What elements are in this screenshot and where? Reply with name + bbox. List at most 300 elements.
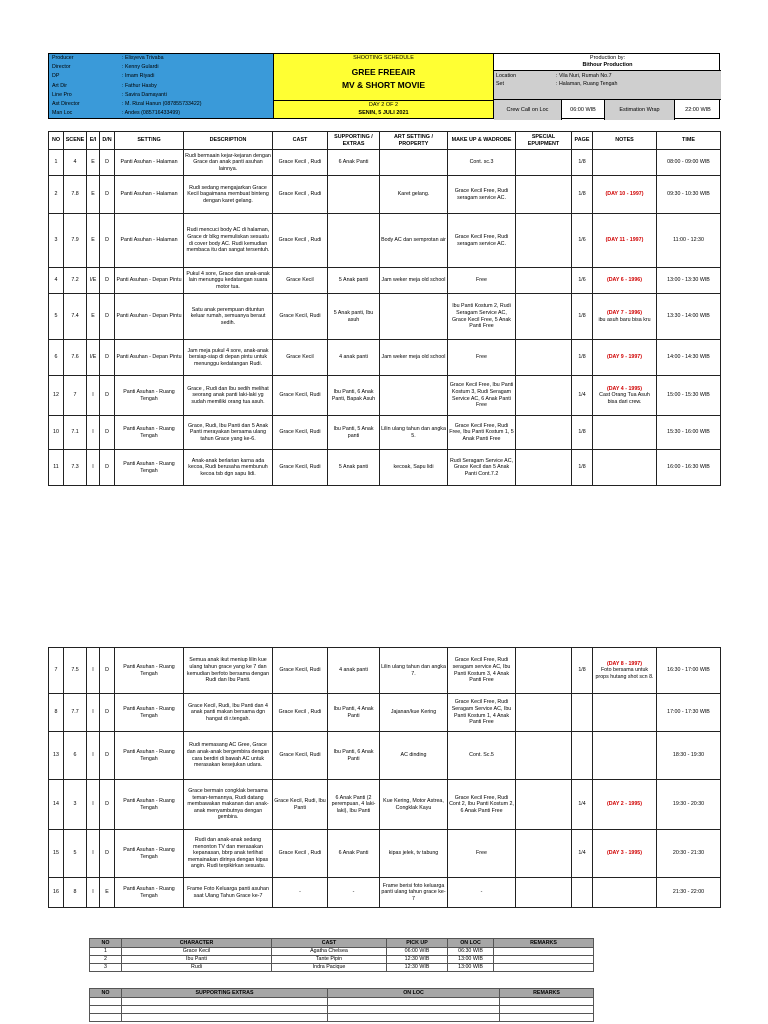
production-by-label: Production by: — [589, 55, 626, 61]
cell-time: 08:00 - 09:00 WIB — [657, 150, 721, 176]
cell-makeup: Grace Kecil Free, Rudi Free, Ibu Panti Kostum 1, 5 Anak Panti Free — [448, 416, 516, 450]
table-cell: Grace Kecil — [122, 948, 272, 956]
cell-scene: 7.2 — [64, 268, 87, 294]
estimation-label: Estimation Wrap — [605, 100, 675, 120]
cell-dn: D — [100, 648, 115, 694]
cell-no: 11 — [49, 450, 64, 486]
cell-time: 16:00 - 16:30 WIB — [657, 450, 721, 486]
table-cell: Rudi — [122, 964, 272, 972]
cell-special — [516, 450, 572, 486]
crew-name: : M. Rizal Hanun (087855733422) — [122, 101, 202, 107]
cell-scene: 7.5 — [64, 648, 87, 694]
cell-dn: D — [100, 376, 115, 416]
crew-name: : Elisyeva Trivaba — [122, 55, 164, 61]
cell-time: 09:30 - 10:30 WIB — [657, 176, 721, 214]
table-cell — [328, 1006, 500, 1014]
cell-supporting: 5 Anak panti — [328, 268, 380, 294]
cell-scene: 7.8 — [64, 176, 87, 214]
cell-no: 8 — [49, 694, 64, 732]
cell-supporting — [328, 214, 380, 268]
cell-ei: I/E — [87, 268, 100, 294]
cell-art: Karet gelang. — [380, 176, 448, 214]
cell-special — [516, 340, 572, 376]
cell-ei: I — [87, 732, 100, 780]
cell-dn: D — [100, 294, 115, 340]
cell-description: Frame Foto Keluarga panti asuhan saat Ulang Tahun Grace ke-7 — [184, 878, 273, 908]
notes-day: (DAY 6 - 1996) — [606, 277, 643, 284]
cell-ei: I — [87, 648, 100, 694]
cell-setting: Panti Asuhan - Depan Pintu — [115, 294, 184, 340]
table-cell — [90, 998, 122, 1006]
schedule-row — [49, 780, 721, 830]
cell-page: 1/8 — [572, 416, 593, 450]
cell-scene: 7.7 — [64, 694, 87, 732]
cell-makeup: Free — [448, 340, 516, 376]
crew-role: Art Dir — [52, 82, 68, 89]
table-cell — [500, 1014, 594, 1022]
schedule-row — [49, 694, 721, 732]
cell-page — [572, 694, 593, 732]
cell-special — [516, 376, 572, 416]
header-on-loc: ON LOC — [448, 939, 494, 948]
crew-role: Man Loc — [52, 110, 73, 117]
cell-time: 13:00 - 13:30 WIB — [657, 268, 721, 294]
table-cell — [494, 956, 594, 964]
cell-notes — [593, 780, 657, 830]
cell-cast: Grace Kecil , Rudi — [273, 830, 328, 878]
table-cell — [494, 964, 594, 972]
cell-cast: Grace Kecil, Rudi — [273, 732, 328, 780]
set-value: : Halaman, Ruang Tengah — [556, 81, 618, 87]
cell-art: Jam weker meja old school — [380, 268, 448, 294]
cell-notes — [593, 450, 657, 486]
schedule-row — [49, 450, 721, 486]
cell-cast: Grace Kecil, Rudi, Ibu Panti — [273, 780, 328, 830]
cell-description: Anak-anak berlarian karna ada kecoa, Rudi berusaha membunuh kecoa tsb dgn sapu lidi. — [184, 450, 273, 486]
crew-role: Director — [52, 64, 71, 71]
cell-page: 1/6 — [572, 214, 593, 268]
cast-header-row — [90, 939, 594, 948]
cell-time: 21:30 - 22:00 — [657, 878, 721, 908]
location-label: Location — [496, 73, 517, 79]
cell-page: 1/8 — [572, 648, 593, 694]
extras-header-row — [90, 989, 594, 998]
crew-name: : Imam Riyadi — [122, 73, 155, 80]
cell-description: Grace , Rudi dan Ibu sedih melihat seorang anak panti laki-laki yg sudah memiliki orang tua asuh. — [184, 376, 273, 416]
schedule-row — [49, 340, 721, 376]
sheet-label: SHOOTING SCHEDULE — [353, 55, 414, 61]
cell-no: 10 — [49, 416, 64, 450]
cell-no: 3 — [49, 214, 64, 268]
col-special: SPECIAL EPUIPMENT — [516, 132, 572, 150]
schedule-table-1 — [48, 131, 721, 486]
table-cell: 13:00 WIB — [448, 964, 494, 972]
cell-no: 7 — [49, 648, 64, 694]
cell-special — [516, 294, 572, 340]
cell-setting: Panti Asuhan - Ruang Tengah — [115, 376, 184, 416]
cell-cast: Grace Kecil — [273, 268, 328, 294]
cell-page — [572, 878, 593, 908]
cell-cast: Grace Kecil, Rudi — [273, 416, 328, 450]
table-row — [90, 1006, 594, 1014]
cell-ei: I — [87, 376, 100, 416]
cell-art: Jajanan/kue Kering — [380, 694, 448, 732]
cell-ei: I — [87, 694, 100, 732]
table-cell: 3 — [90, 964, 122, 972]
cell-special — [516, 780, 572, 830]
crew-call-label: Crew Call on Loc — [494, 100, 562, 120]
table-cell — [494, 948, 594, 956]
header-no: NO — [90, 939, 122, 948]
cell-scene: 7.3 — [64, 450, 87, 486]
cell-art: Jam weker meja old school — [380, 340, 448, 376]
cell-setting: Panti Asuhan - Ruang Tengah — [115, 830, 184, 878]
cell-description: Semua anak ikut meniup lilin kue ulang tahun grace yang ke 7 dan kemudian berfoto bersama dengan Rudi dan Ibu Panti. — [184, 648, 273, 694]
cell-cast: Grace Kecil , Rudi — [273, 176, 328, 214]
cell-setting: Panti Asuhan - Ruang Tengah — [115, 878, 184, 908]
cell-dn: D — [100, 780, 115, 830]
schedule-row — [49, 732, 721, 780]
cell-notes — [593, 694, 657, 732]
cell-makeup: Ibu Panti Kostum 2, Rudi Seragam Service AC, Grace Kecil Free, 5 Anak Panti Free — [448, 294, 516, 340]
table-cell: 13:00 WIB — [448, 956, 494, 964]
cell-supporting: Ibu Panti, 6 Anak Panti, Bapak Asuh — [328, 376, 380, 416]
cell-notes — [593, 376, 657, 416]
cell-setting: Panti Asuhan - Ruang Tengah — [115, 694, 184, 732]
cell-no: 1 — [49, 150, 64, 176]
cell-art — [380, 150, 448, 176]
cell-scene: 7 — [64, 376, 87, 416]
cell-ei: I — [87, 878, 100, 908]
cell-page: 1/8 — [572, 450, 593, 486]
cell-art — [380, 376, 448, 416]
date-label: SENIN, 5 JULI 2021 — [358, 110, 409, 116]
cell-setting: Panti Asuhan - Ruang Tengah — [115, 416, 184, 450]
cell-art — [380, 294, 448, 340]
cell-page: 1/8 — [572, 340, 593, 376]
cell-ei: I — [87, 830, 100, 878]
cell-special — [516, 732, 572, 780]
cell-makeup: Grace Kecil Free, Ibu Panti Kostum 3, Rudi Seragam Service AC, 6 Anak Panti Free — [448, 376, 516, 416]
cell-special — [516, 878, 572, 908]
cell-scene: 7.6 — [64, 340, 87, 376]
table-cell — [90, 1006, 122, 1014]
cell-special — [516, 214, 572, 268]
cell-cast: Grace Kecil , Rudi — [273, 694, 328, 732]
header-remarks: REMARKS — [500, 989, 594, 998]
table-cell: Agatha Chelsea — [272, 948, 387, 956]
header-pick-up: PICK UP — [387, 939, 448, 948]
cell-art: Body AC dan semprotan air — [380, 214, 448, 268]
cell-description: Rudi dan anak-anak sedang menonton TV dan merasakan kepanasan, bbrp anak terlihat memainakan dirinya dengan kipas angin. Rudi terpikirkan sesuatu. — [184, 830, 273, 878]
cell-ei: E — [87, 294, 100, 340]
notes-day: (DAY 9 - 1997) — [606, 354, 643, 361]
cell-dn: D — [100, 176, 115, 214]
col-cast: CAST — [273, 132, 328, 150]
cell-supporting — [328, 176, 380, 214]
cell-supporting: 6 Anak Panti (2 perempuan, 4 laki-laki), Ibu Panti — [328, 780, 380, 830]
cell-supporting: Ibu Panti, 5 Anak panti — [328, 416, 380, 450]
crew-role: Producer — [52, 55, 74, 61]
header-on-loc: ON LOC — [328, 989, 500, 998]
notes-day: (DAY 4 - 1995) — [606, 385, 643, 392]
notes-day: (DAY 11 - 1997) — [605, 237, 644, 244]
cell-page: 1/4 — [572, 376, 593, 416]
cell-setting: Panti Asuhan - Depan Pintu — [115, 268, 184, 294]
table-cell: Tante Pipin — [272, 956, 387, 964]
cell-notes — [593, 150, 657, 176]
title-panel — [274, 54, 494, 118]
cell-notes — [593, 732, 657, 780]
col-setting: SETTING — [115, 132, 184, 150]
cell-scene: 5 — [64, 830, 87, 878]
cell-notes — [593, 830, 657, 878]
cell-dn: D — [100, 830, 115, 878]
cell-cast: Grace Kecil , Rudi — [273, 214, 328, 268]
cell-makeup: Rudi Seragam Service AC, Grace Kecil dan 5 Anak Panti Cont.7.2 — [448, 450, 516, 486]
cell-dn: D — [100, 340, 115, 376]
crew-role: Ast Director — [52, 101, 80, 107]
cell-dn: D — [100, 268, 115, 294]
cell-time: 20:30 - 21:30 — [657, 830, 721, 878]
cell-dn: D — [100, 214, 115, 268]
cell-makeup: Free — [448, 830, 516, 878]
col-notes: NOTES — [593, 132, 657, 150]
estimation-value: 22:00 WIB — [685, 107, 711, 113]
cell-description: Rudi mencuci body AC di halaman, Grace dr blkg memuliskan sesuatu di cover body AC. Rudi kemudian membaca itu dan sangat tersentuh. — [184, 214, 273, 268]
cell-dn: D — [100, 450, 115, 486]
table-cell: 06:00 WIB — [387, 948, 448, 956]
crew-call-value: 06:00 WIB — [562, 100, 605, 120]
table-cell: 1 — [90, 948, 122, 956]
cell-time: 17:00 - 17:30 WIB — [657, 694, 721, 732]
table-row — [90, 956, 594, 964]
cell-page: 1/8 — [572, 294, 593, 340]
schedule-header — [48, 53, 720, 119]
table-cell: Ibu Panti — [122, 956, 272, 964]
col-supporting: SUPPORTING / EXTRAS — [328, 132, 380, 150]
cell-time: 18:30 - 19:30 — [657, 732, 721, 780]
table-cell — [328, 1014, 500, 1022]
cell-art: kecoak, Sapu lidi — [380, 450, 448, 486]
col-art: ART SETTING / PROPERTY — [380, 132, 448, 150]
cell-art: Lilin ulang tahun dan angka 5. — [380, 416, 448, 450]
cell-scene: 8 — [64, 878, 87, 908]
cell-makeup: Grace Kecil Free, Rudi Cont 2, Ibu Panti Kostum 2, 6 Anak Panti Free — [448, 780, 516, 830]
cell-description: Grace, Rudi, Ibu Panti dan 5 Anak Panti merayakan bersama ulang tahun Grace yang ke-6. — [184, 416, 273, 450]
cell-scene: 3 — [64, 780, 87, 830]
notes-remark: ibu asuh baru bisa kru — [598, 316, 651, 323]
schedule-row — [49, 830, 721, 878]
cell-notes — [593, 294, 657, 340]
crew-role: Line Pro — [52, 91, 72, 98]
cell-cast: Grace Kecil, Rudi — [273, 294, 328, 340]
cell-page — [572, 732, 593, 780]
cell-makeup: Grace Kecil Free, Rudi Seragam Service AC, Ibu Panti Kostum 1, 4 Anak Panti Free — [448, 694, 516, 732]
cell-special — [516, 694, 572, 732]
table-cell — [90, 1014, 122, 1022]
cell-supporting: 6 Anak Panti — [328, 150, 380, 176]
crew-name: : Fathur Hasby — [122, 82, 157, 89]
cell-setting: Panti Asuhan - Depan Pintu — [115, 340, 184, 376]
cell-ei: I — [87, 780, 100, 830]
cell-supporting: Ibu Panti, 6 Anak Panti — [328, 732, 380, 780]
day-label: DAY 2 OF 2 — [368, 102, 399, 108]
title-line-2: MV & SHORT MOVIE — [341, 80, 426, 90]
cell-time: 16:30 - 17:00 WIB — [657, 648, 721, 694]
schedule-header-row — [49, 132, 721, 150]
cell-time: 19:30 - 20:30 — [657, 780, 721, 830]
table-row — [90, 998, 594, 1006]
cell-cast: Grace Kecil, Rudi — [273, 648, 328, 694]
notes-day: (DAY 2 - 1995) — [606, 801, 643, 808]
cell-makeup: Cont. sc.3 — [448, 150, 516, 176]
notes-day: (DAY 7 - 1996) — [606, 309, 643, 316]
cell-setting: Panti Asuhan - Halaman — [115, 176, 184, 214]
header-remarks: REMARKS — [494, 939, 594, 948]
cell-time: 11:00 - 12:30 — [657, 214, 721, 268]
cell-art: Lilin ulang tahun dan angka 7. — [380, 648, 448, 694]
cell-art: kipas jelek, tv tabung — [380, 830, 448, 878]
cell-setting: Panti Asuhan - Halaman — [115, 150, 184, 176]
cast-table — [89, 938, 594, 972]
location-block — [494, 70, 721, 100]
cell-supporting: - — [328, 878, 380, 908]
header-cast: CAST — [272, 939, 387, 948]
cell-makeup: Grace Kecil Free, Rudi seragam service AC. — [448, 176, 516, 214]
cell-description: Grace Kecil, Rudi, Ibu Panti dan 4 anak panti makan bersama dgn hangat di r.tengah. — [184, 694, 273, 732]
cell-supporting: 4 anak panti — [328, 340, 380, 376]
cell-dn: D — [100, 694, 115, 732]
cell-time: 14:00 - 14:30 WIB — [657, 340, 721, 376]
extras-table — [89, 988, 594, 1022]
cell-cast: Grace Kecil — [273, 340, 328, 376]
cell-description: Rudi sedang mengajarkan Grace Kecil bagaimana membuat binteng dengan karet gelang. — [184, 176, 273, 214]
cell-description: Rudi bermaain kejar-kejaran dengan Grace dan anak panti asuhan lainnya. — [184, 150, 273, 176]
table-cell: 06:30 WIB — [448, 948, 494, 956]
crew-name: : Savira Damayanti — [122, 91, 167, 98]
cell-special — [516, 176, 572, 214]
schedule-row — [49, 416, 721, 450]
production-panel — [494, 54, 721, 118]
cell-no: 16 — [49, 878, 64, 908]
cell-no: 2 — [49, 176, 64, 214]
table-row — [90, 964, 594, 972]
table-row — [90, 1014, 594, 1022]
cell-special — [516, 830, 572, 878]
header-character: CHARACTER — [122, 939, 272, 948]
notes-day: (DAY 8 - 1997) — [606, 660, 643, 667]
cell-setting: Panti Asuhan - Ruang Tengah — [115, 780, 184, 830]
cell-special — [516, 416, 572, 450]
cell-page: 1/6 — [572, 268, 593, 294]
table-cell — [122, 1006, 328, 1014]
cell-notes — [593, 416, 657, 450]
col-scene: SCENE — [64, 132, 87, 150]
cell-setting: Panti Asuhan - Ruang Tengah — [115, 732, 184, 780]
table-cell — [328, 998, 500, 1006]
schedule-row — [49, 878, 721, 908]
schedule-row — [49, 150, 721, 176]
cell-notes — [593, 340, 657, 376]
set-label: Set — [496, 81, 504, 87]
cell-dn: D — [100, 732, 115, 780]
title-line-1: GREE FREEAIR — [351, 67, 416, 77]
cell-no: 13 — [49, 732, 64, 780]
header-no: NO — [90, 989, 122, 998]
cell-cast: Grace Kecil, Rudi — [273, 450, 328, 486]
cell-supporting: 5 Anak panti, Ibu asuh — [328, 294, 380, 340]
notes-day: (DAY 3 - 1995) — [606, 850, 643, 857]
cell-makeup: Cont. Sc.5 — [448, 732, 516, 780]
cell-page: 1/4 — [572, 780, 593, 830]
col-time: TIME — [657, 132, 721, 150]
col-no: NO — [49, 132, 64, 150]
cell-makeup: - — [448, 878, 516, 908]
col-ei: E/I — [87, 132, 100, 150]
cell-description: Pukul 4 sore, Grace dan anak-anak lain menunggu kedatangan suara motor tua. — [184, 268, 273, 294]
table-cell — [500, 1006, 594, 1014]
cell-ei: E — [87, 176, 100, 214]
production-company: Bithour Production — [582, 62, 633, 68]
cell-supporting: 5 Anak panti — [328, 450, 380, 486]
schedule-row — [49, 268, 721, 294]
crew-name: : Kenny Gulardi — [122, 64, 159, 71]
cell-page: 1/4 — [572, 830, 593, 878]
cell-notes — [593, 878, 657, 908]
cell-art: AC dinding — [380, 732, 448, 780]
schedule-row — [49, 214, 721, 268]
cell-cast: Grace Kecil , Rudi — [273, 150, 328, 176]
cell-notes — [593, 176, 657, 214]
col-page: PAGE — [572, 132, 593, 150]
cell-time: 15:30 - 16:00 WIB — [657, 416, 721, 450]
col-dn: D/N — [100, 132, 115, 150]
cell-time: 15:00 - 15:30 WIB — [657, 376, 721, 416]
cell-notes — [593, 648, 657, 694]
divider — [274, 100, 493, 101]
cell-ei: E — [87, 214, 100, 268]
cell-notes — [593, 214, 657, 268]
cell-ei: I/E — [87, 340, 100, 376]
table-cell: 12:30 WIB — [387, 964, 448, 972]
table-cell — [122, 1014, 328, 1022]
schedule-row — [49, 648, 721, 694]
cell-dn: D — [100, 416, 115, 450]
crew-role: DP — [52, 73, 60, 80]
cell-setting: Panti Asuhan - Halaman — [115, 214, 184, 268]
cell-special — [516, 648, 572, 694]
call-row — [494, 100, 721, 120]
cell-description: Grace bermain congklak bersama teman-temannya, Rudi datang membawakan makanan dan anak-anak menyambutnya dengan gembira. — [184, 780, 273, 830]
notes-day: (DAY 10 - 1997) — [605, 191, 644, 198]
cell-setting: Panti Asuhan - Ruang Tengah — [115, 450, 184, 486]
cell-supporting: Ibu Panti, 4 Anak Panti — [328, 694, 380, 732]
schedule-table-2 — [48, 647, 721, 908]
cell-description: Rudi memasang AC Gree, Grace dan anak-anak bergembira dengan cara berdiri di bawah AC untuk merasakan kesejukan udara. — [184, 732, 273, 780]
cell-page: 1/8 — [572, 176, 593, 214]
cell-special — [516, 150, 572, 176]
table-row — [90, 948, 594, 956]
cell-no: 6 — [49, 340, 64, 376]
cell-supporting: 4 anak panti — [328, 648, 380, 694]
cell-makeup: Grace Kecil Free, Rudi seragam service AC, Ibu Panti Kostum 3, 4 Anak Panti Free — [448, 648, 516, 694]
notes-remark: Cast Orang Tua Asuh bisa dari crew. — [599, 392, 650, 405]
cell-scene: 4 — [64, 150, 87, 176]
schedule-row — [49, 176, 721, 214]
cell-dn: E — [100, 878, 115, 908]
cell-no: 15 — [49, 830, 64, 878]
